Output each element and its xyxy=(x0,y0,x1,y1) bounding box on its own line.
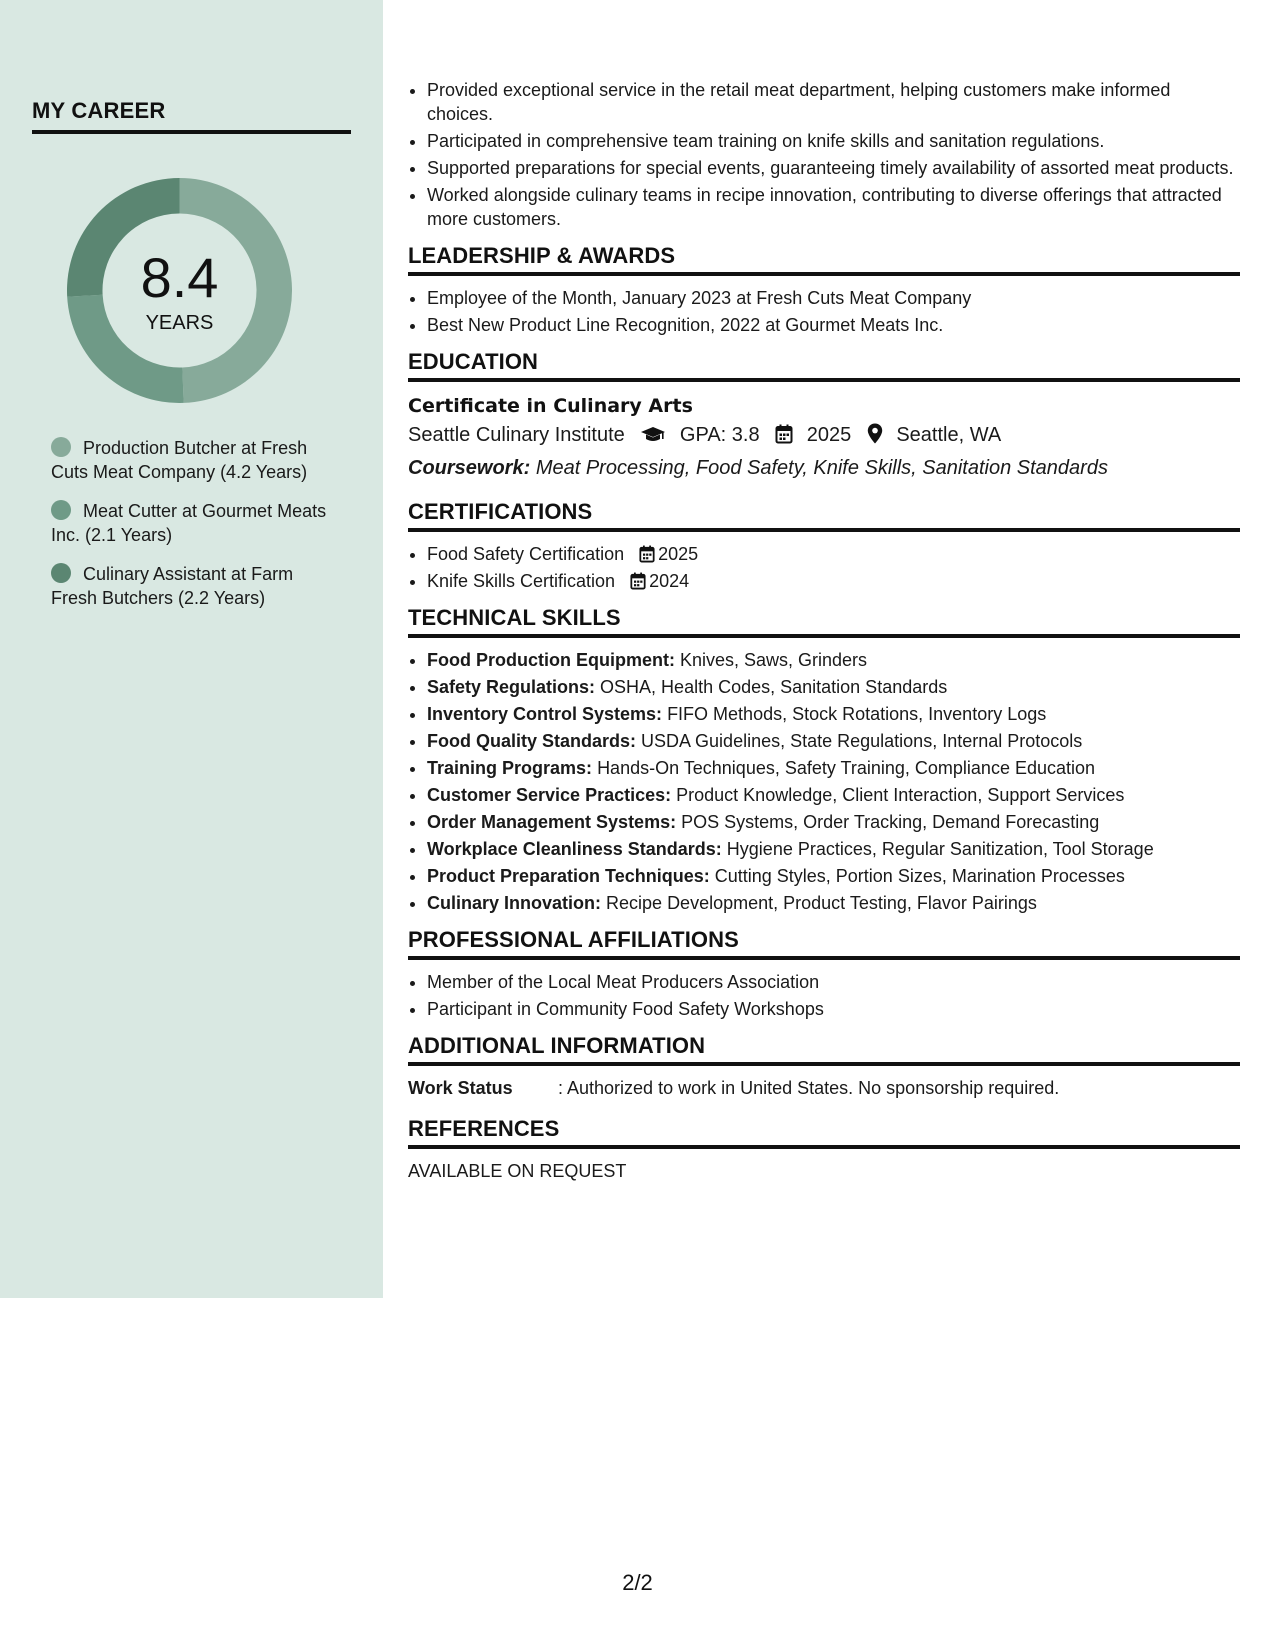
school-name: Seattle Culinary Institute xyxy=(408,424,625,446)
work-status-label: Work Status xyxy=(408,1078,513,1098)
certifications-section xyxy=(408,499,1240,593)
skill-category: Food Quality Standards: xyxy=(427,731,637,751)
skill-values: Hands-On Techniques, Safety Training, Compliance Education xyxy=(597,758,1096,778)
skill-item xyxy=(427,648,1240,672)
references-text: AVAILABLE ON REQUEST xyxy=(408,1161,627,1181)
section-title-certifications: CERTIFICATIONS xyxy=(408,499,1240,532)
section-title-skills: TECHNICAL SKILLS xyxy=(408,605,1240,638)
work-status-value: : Authorized to work in United States. No sponsorship required. xyxy=(558,1078,1060,1098)
skill-item xyxy=(427,783,1240,807)
award-item: • Best New Product Line Recognition, 2022 at Gourmet Meats Inc. xyxy=(427,313,1240,337)
skill-category: Customer Service Practices: xyxy=(427,785,672,805)
affiliation-item: • Participant in Community Food Safety Workshops xyxy=(427,997,1240,1021)
legend-dot xyxy=(51,500,71,520)
legend-dot xyxy=(51,437,71,457)
page-number: 2/2 xyxy=(622,1570,653,1595)
skill-values: POS Systems, Order Tracking, Demand Forecasting xyxy=(681,812,1100,832)
main-content xyxy=(408,78,1240,1183)
legend-item xyxy=(51,562,341,610)
certification-name: Knife Skills Certification xyxy=(427,571,616,591)
skill-item xyxy=(427,756,1240,780)
skill-values: Cutting Styles, Portion Sizes, Marination Processes xyxy=(714,866,1125,886)
affiliations-list xyxy=(408,970,1240,1021)
skill-values: OSHA, Health Codes, Sanitation Standards xyxy=(600,677,948,697)
experience-bullet: • Provided exceptional service in the retail meat department, helping customers make informed choices. xyxy=(427,78,1240,126)
affiliation-item: • Member of the Local Meat Producers Association xyxy=(427,970,1240,994)
coursework-label: Coursework: xyxy=(408,457,531,479)
skill-category: Culinary Innovation: xyxy=(427,893,602,913)
legend-item xyxy=(51,436,341,484)
skill-category: Inventory Control Systems: xyxy=(427,704,663,724)
skill-values: Knives, Saws, Grinders xyxy=(679,650,868,670)
experience-bullet: • Worked alongside culinary teams in recipe innovation, contributing to diverse offerings that attracted more customers. xyxy=(427,183,1240,231)
section-title-references: REFERENCES xyxy=(408,1116,1240,1149)
section-title-education: EDUCATION xyxy=(408,349,1240,382)
section-title-leadership: LEADERSHIP & AWARDS xyxy=(408,243,1240,276)
skill-category: Product Preparation Techniques: xyxy=(427,866,710,886)
total-years-value: 8.4 xyxy=(140,246,219,309)
skill-item xyxy=(427,675,1240,699)
certification-name: Food Safety Certification xyxy=(427,544,625,564)
skill-item xyxy=(427,810,1240,834)
sidebar xyxy=(0,0,383,1298)
skill-category: Safety Regulations: xyxy=(427,677,596,697)
skill-values: Recipe Development, Product Testing, Flavor Pairings xyxy=(606,893,1037,913)
skill-values: Hygiene Practices, Regular Sanitization, Tool Storage xyxy=(726,839,1154,859)
skills-list xyxy=(408,648,1240,915)
skill-category: Food Production Equipment: xyxy=(427,650,675,670)
education-details xyxy=(408,420,1240,453)
certifications-list xyxy=(408,542,1240,593)
calendar-icon xyxy=(639,545,655,563)
experience-bullet: • Participated in comprehensive team training on knife skills and sanitation regulations. xyxy=(427,129,1240,153)
skill-item xyxy=(427,864,1240,888)
legend-label: Culinary Assistant at Farm Fresh Butchers (2.2 Years) xyxy=(51,564,294,608)
skill-category: Training Programs: xyxy=(427,758,593,778)
coursework xyxy=(408,453,1240,483)
legend-label: Meat Cutter at Gourmet Meats Inc. (2.1 Years) xyxy=(51,501,327,545)
skill-category: Workplace Cleanliness Standards: xyxy=(427,839,722,859)
references-section xyxy=(408,1116,1240,1183)
leadership-section xyxy=(408,243,1240,337)
degree-name: Certificate in Culinary Arts xyxy=(408,395,693,417)
map-pin-icon xyxy=(867,423,883,453)
skill-category: Order Management Systems: xyxy=(427,812,677,832)
career-heading: MY CAREER xyxy=(32,98,351,134)
skill-values: USDA Guidelines, State Regulations, Internal Protocols xyxy=(641,731,1083,751)
skill-item xyxy=(427,729,1240,753)
work-status-row xyxy=(408,1076,1240,1100)
education-section xyxy=(408,349,1240,483)
certification-item xyxy=(427,569,1240,593)
career-donut-chart xyxy=(67,178,292,403)
calendar-icon xyxy=(630,572,646,590)
legend-dot xyxy=(51,563,71,583)
skills-section xyxy=(408,605,1240,915)
skill-values: Product Knowledge, Client Interaction, Support Services xyxy=(676,785,1125,805)
affiliations-section xyxy=(408,927,1240,1021)
gpa: GPA: 3.8 xyxy=(679,424,760,446)
certification-date xyxy=(639,542,698,566)
leadership-list xyxy=(408,286,1240,337)
legend-label: Production Butcher at Fresh Cuts Meat Company (4.2 Years) xyxy=(51,438,308,482)
experience-bullet-list xyxy=(408,78,1240,231)
school-location: Seattle, WA xyxy=(896,424,1002,446)
donut-center xyxy=(67,178,292,403)
certification-year: 2024 xyxy=(649,571,690,591)
award-item: • Employee of the Month, January 2023 at Fresh Cuts Meat Company xyxy=(427,286,1240,310)
graduation-cap-icon xyxy=(640,423,666,453)
section-title-additional: ADDITIONAL INFORMATION xyxy=(408,1033,1240,1066)
skill-item xyxy=(427,702,1240,726)
coursework-list: Meat Processing, Food Safety, Knife Skills, Sanitation Standards xyxy=(535,457,1108,479)
skill-item xyxy=(427,891,1240,915)
certification-year: 2025 xyxy=(658,544,699,564)
skill-item xyxy=(427,837,1240,861)
total-years-unit: YEARS xyxy=(145,312,214,334)
certification-date xyxy=(630,569,689,593)
career-legend xyxy=(51,436,341,625)
section-title-affiliations: PROFESSIONAL AFFILIATIONS xyxy=(408,927,1240,960)
legend-item xyxy=(51,499,341,547)
graduation-year: 2025 xyxy=(806,424,852,446)
certification-item xyxy=(427,542,1240,566)
skill-values: FIFO Methods, Stock Rotations, Inventory Logs xyxy=(667,704,1047,724)
experience-bullet: • Supported preparations for special events, guaranteeing timely availability of assorted meat products. xyxy=(427,156,1240,180)
calendar-icon xyxy=(775,423,793,453)
additional-info-section xyxy=(408,1033,1240,1100)
